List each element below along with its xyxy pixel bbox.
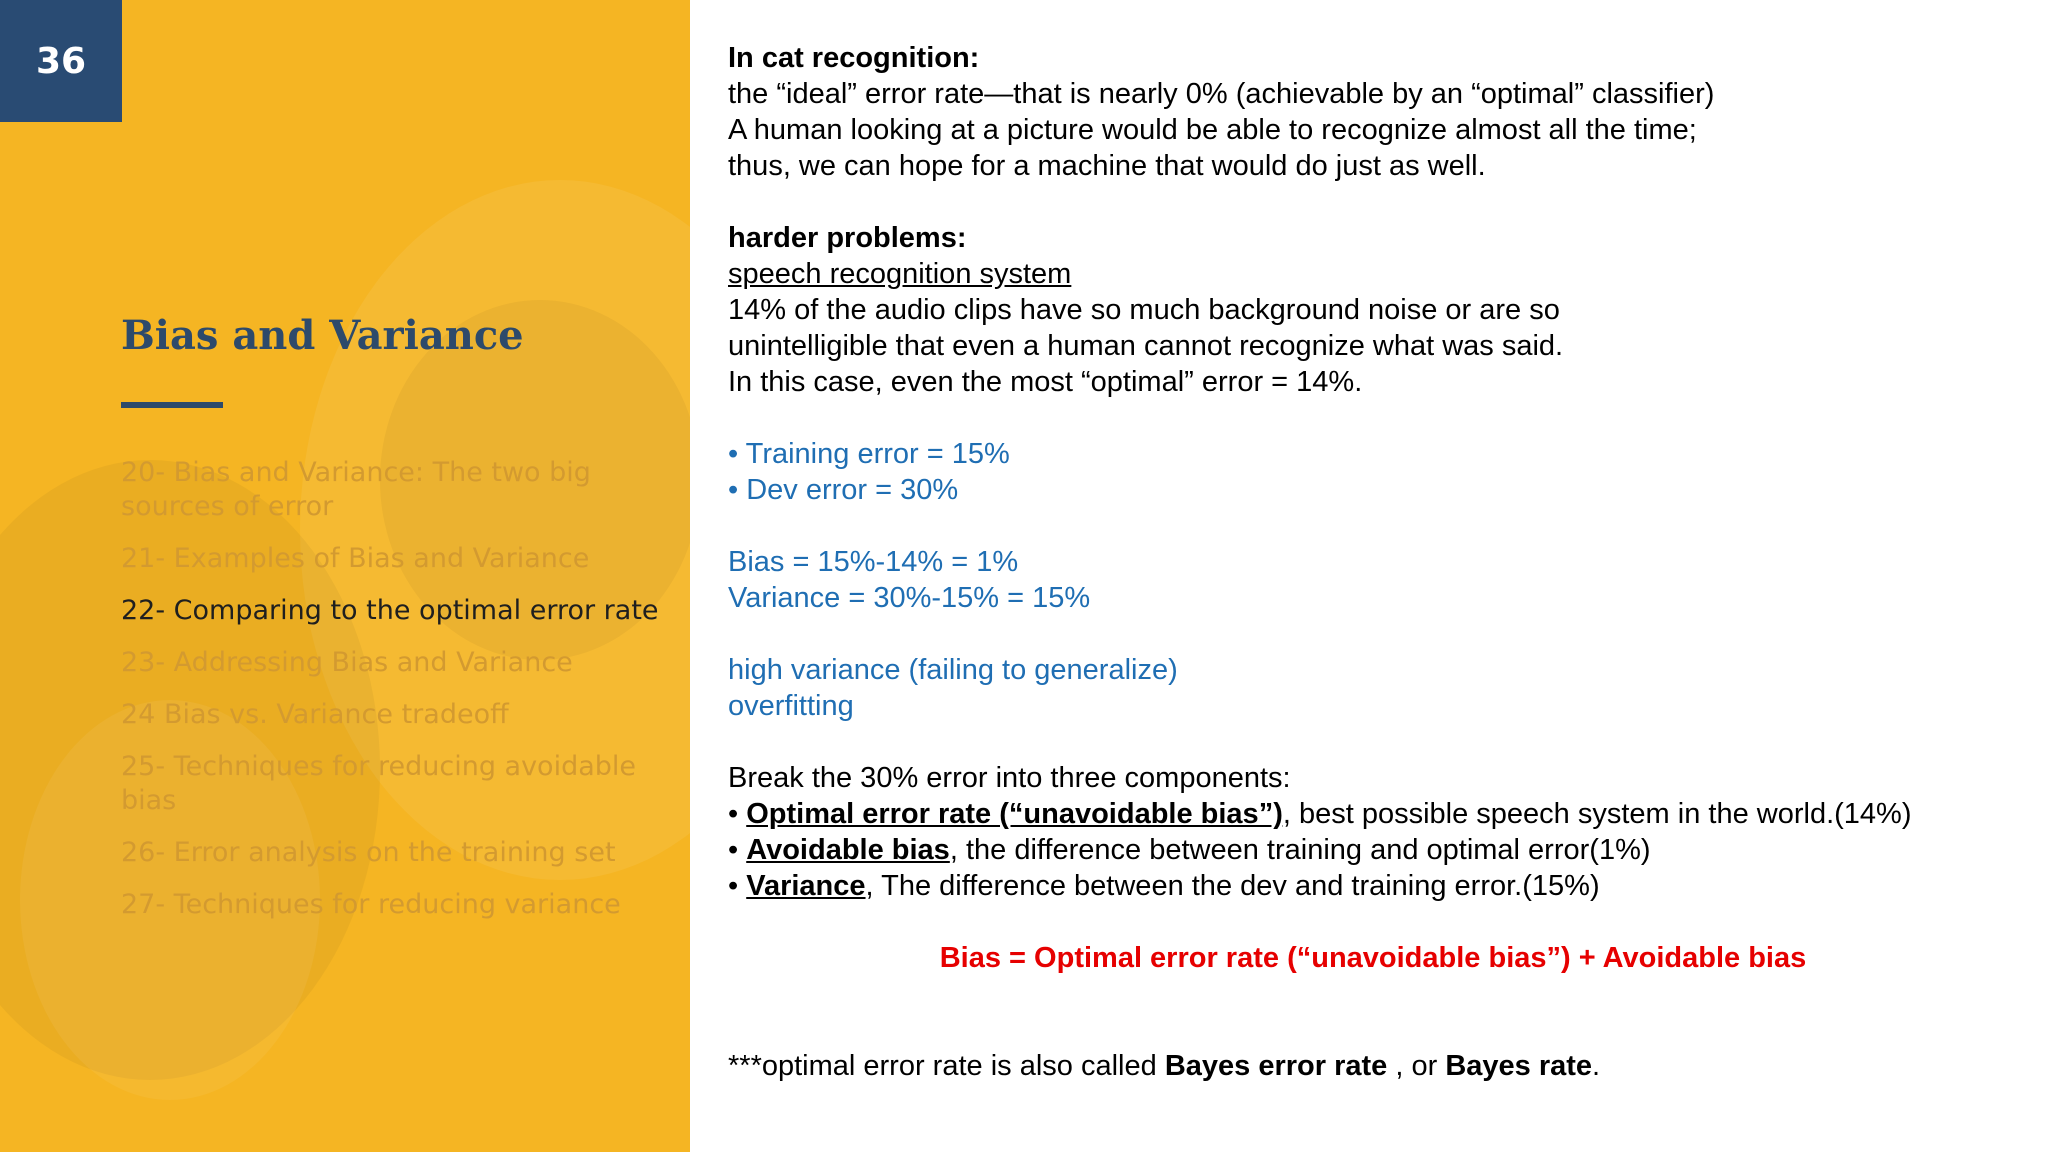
component-item — [728, 868, 2018, 904]
note-term: Bayes rate — [1445, 1050, 1593, 1082]
component-desc: , best possible speech system in the world.(14%) — [1282, 798, 1912, 830]
title-underline — [121, 402, 223, 408]
bias-calc: Bias = 15%-14% = 1% — [728, 546, 1019, 578]
toc-item[interactable]: 25- Techniques for reducing avoidable bias — [121, 751, 637, 816]
bayes-note — [728, 1048, 2018, 1084]
note-end: . — [1592, 1050, 1601, 1082]
cat-line: thus, we can hope for a machine that would do just as well. — [728, 150, 1486, 182]
toc-item[interactable]: 27- Techniques for reducing variance — [121, 889, 621, 920]
note-mid: , or — [1387, 1050, 1446, 1082]
note-term: Bayes error rate — [1164, 1050, 1388, 1082]
toc-item[interactable]: 20- Bias and Variance: The two big sources of error — [121, 457, 591, 522]
spacer — [728, 724, 2018, 760]
spacer — [728, 976, 2018, 1048]
component-term: Variance — [746, 870, 866, 902]
section-title: Bias and Variance — [121, 312, 524, 359]
variance-calc: Variance = 30%-15% = 15% — [728, 582, 1091, 614]
bullet: • — [728, 870, 747, 902]
component-item — [728, 832, 2018, 868]
toc-item[interactable]: 21- Examples of Bias and Variance — [121, 543, 590, 574]
harder-heading: harder problems: — [728, 222, 967, 254]
component-desc: , The difference between the dev and training error.(15%) — [865, 870, 1600, 902]
overfitting: overfitting — [728, 690, 854, 722]
slide-number: 36 — [0, 0, 122, 122]
high-variance: high variance (failing to generalize) — [728, 654, 1178, 686]
speech-line: In this case, even the most “optimal” error = 14%. — [728, 366, 1363, 398]
toc-item[interactable]: 23- Addressing Bias and Variance — [121, 647, 573, 678]
spacer — [728, 508, 2018, 544]
spacer — [728, 184, 2018, 220]
toc-item[interactable]: 24 Bias vs. Variance tradeoff — [121, 699, 509, 730]
speech-label: speech recognition system — [728, 258, 1072, 290]
note-prefix: ***optimal error rate is also called — [728, 1050, 1165, 1082]
speech-line: 14% of the audio clips have so much background noise or are so — [728, 294, 1560, 326]
component-item — [728, 796, 2018, 832]
cat-heading: In cat recognition: — [728, 42, 980, 74]
dev-error: • Dev error = 30% — [728, 474, 959, 506]
spacer — [728, 904, 2018, 940]
cat-line: A human looking at a picture would be able to recognize almost all the time; — [728, 114, 1697, 146]
break-intro: Break the 30% error into three components: — [728, 762, 1291, 794]
toc-list — [121, 456, 661, 940]
component-desc: , the difference between training and optimal error(1%) — [949, 834, 1651, 866]
toc-item[interactable]: 26- Error analysis on the training set — [121, 837, 616, 868]
bullet: • — [728, 798, 747, 830]
speech-line: unintelligible that even a human cannot recognize what was said. — [728, 330, 1564, 362]
toc-item-active[interactable]: 22- Comparing to the optimal error rate — [121, 595, 659, 626]
component-term: Optimal error rate (“unavoidable bias”) — [746, 798, 1283, 830]
bullet: • — [728, 834, 747, 866]
spacer — [728, 616, 2018, 652]
cat-line: the “ideal” error rate—that is nearly 0% (achievable by an “optimal” classifier) — [728, 78, 1715, 110]
spacer — [728, 400, 2018, 436]
sidebar-panel — [0, 0, 690, 1152]
slide-content — [728, 40, 2018, 1084]
training-error: • Training error = 15% — [728, 438, 1010, 470]
component-term: Avoidable bias — [746, 834, 950, 866]
bias-formula: Bias = Optimal error rate (“unavoidable bias”) + Avoidable bias — [939, 942, 1807, 974]
